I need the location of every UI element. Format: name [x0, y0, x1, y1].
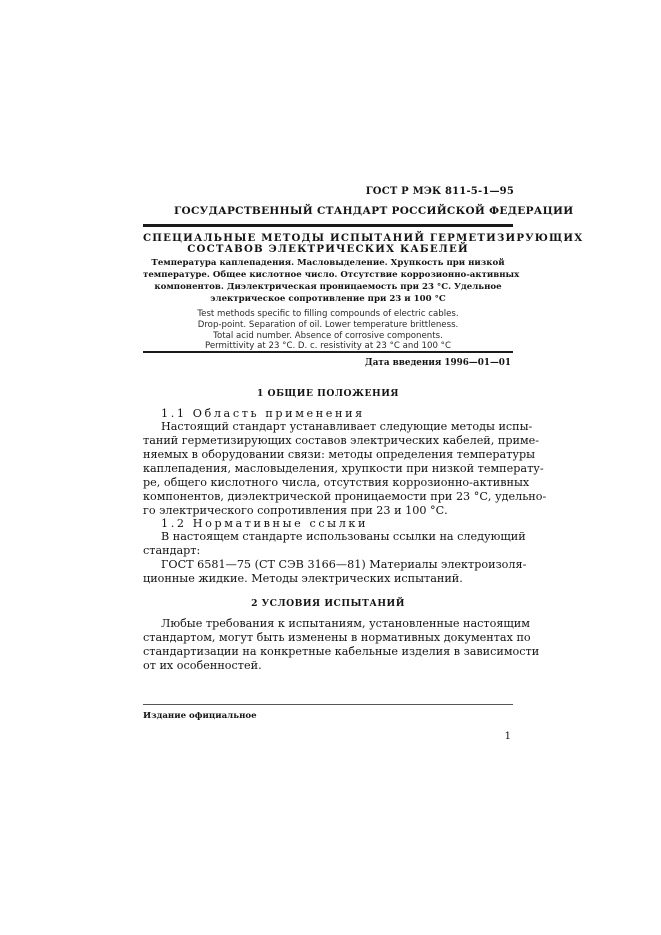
section-1-heading: 1 ОБЩИЕ ПОЛОЖЕНИЯ [256, 388, 400, 399]
paragraph-line: Настоящий стандарт устанавливает следующие методы испы- [161, 420, 533, 433]
subtitle-en-line: Test methods specific to filling compounds of electric cables. [197, 309, 459, 319]
date-introduced: Дата введения 1996—01—01 [364, 358, 511, 368]
subsection-1-1-title: 1.1 Область применения [161, 407, 365, 420]
subtitle-ru-line: Температура каплепадения. Масловыделение. Хрупкость при низкой [151, 258, 505, 268]
subtitle-ru-line: компонентов. Диэлектрическая проницаемость при 23 °С. Удельное [154, 282, 502, 292]
paragraph-line: от их особенностей. [143, 659, 262, 672]
subtitle-ru-line: температуре. Общее кислотное число. Отсутствие коррозионно-активных [143, 270, 520, 280]
state-standard-heading: ГОСУДАРСТВЕННЫЙ СТАНДАРТ РОССИЙСКОЙ ФЕДЕРАЦИИ [174, 205, 574, 217]
footer-rule [143, 704, 513, 705]
subtitle-en-line: Total acid number. Absence of corrosive components. [213, 331, 443, 341]
paragraph-line: няемых в оборудовании связи: методы определения температуры [143, 448, 536, 461]
paragraph-line: стандартизации на конкретные кабельные изделия в зависимости [143, 645, 540, 658]
paragraph-line: го электрического сопротивления при 23 и 100 °С. [143, 504, 448, 517]
paragraph-line: Любые требования к испытаниям, установленные настоящим [161, 617, 530, 630]
header-rule [143, 224, 513, 227]
page-number: 1 [504, 731, 511, 742]
edition-label: Издание официальное [143, 711, 257, 721]
subtitle-en-line: Permittivity at 23 °C. D. c. resistivity at 23 °C and 100 °C [205, 341, 451, 351]
paragraph-line: стандарт: [143, 544, 201, 557]
paragraph-line: стандартом, могут быть изменены в нормативных документах по [143, 631, 531, 644]
title-rule [143, 351, 513, 353]
reference-line: ционные жидкие. Методы электрических испытаний. [143, 572, 463, 585]
paragraph-line: таний герметизирующих составов электрических кабелей, приме- [143, 434, 540, 447]
document-title-line2: СОСТАВОВ ЭЛЕКТРИЧЕСКИХ КАБЕЛЕЙ [187, 243, 469, 255]
subsection-1-2-title: 1.2 Нормативные ссылки [161, 517, 369, 530]
document-title-line1: СПЕЦИАЛЬНЫЕ МЕТОДЫ ИСПЫТАНИЙ ГЕРМЕТИЗИРУЮЩИХ [143, 232, 584, 244]
paragraph-line: ре, общего кислотного числа, отсутствия коррозионно-активных [143, 476, 530, 489]
subtitle-en-line: Drop-point. Separation of oil. Lower temperature brittleness. [197, 320, 459, 330]
paragraph-line: каплепадения, масловыделения, хрупкости при низкой температу- [143, 462, 544, 475]
reference-line: ГОСТ 6581—75 (СТ СЭВ 3166—81) Материалы электроизоля- [161, 558, 527, 571]
document-number: ГОСТ Р МЭК 811-5-1—95 [365, 186, 514, 197]
paragraph-line: В настоящем стандарте использованы ссылки на следующий [161, 530, 526, 543]
section-2-heading: 2 УСЛОВИЯ ИСПЫТАНИЙ [251, 598, 405, 609]
paragraph-line: компонентов, диэлектрической проницаемости при 23 °С, удельно- [143, 490, 547, 503]
subtitle-ru-line: электрическое сопротивление при 23 и 100 °С [210, 294, 446, 304]
